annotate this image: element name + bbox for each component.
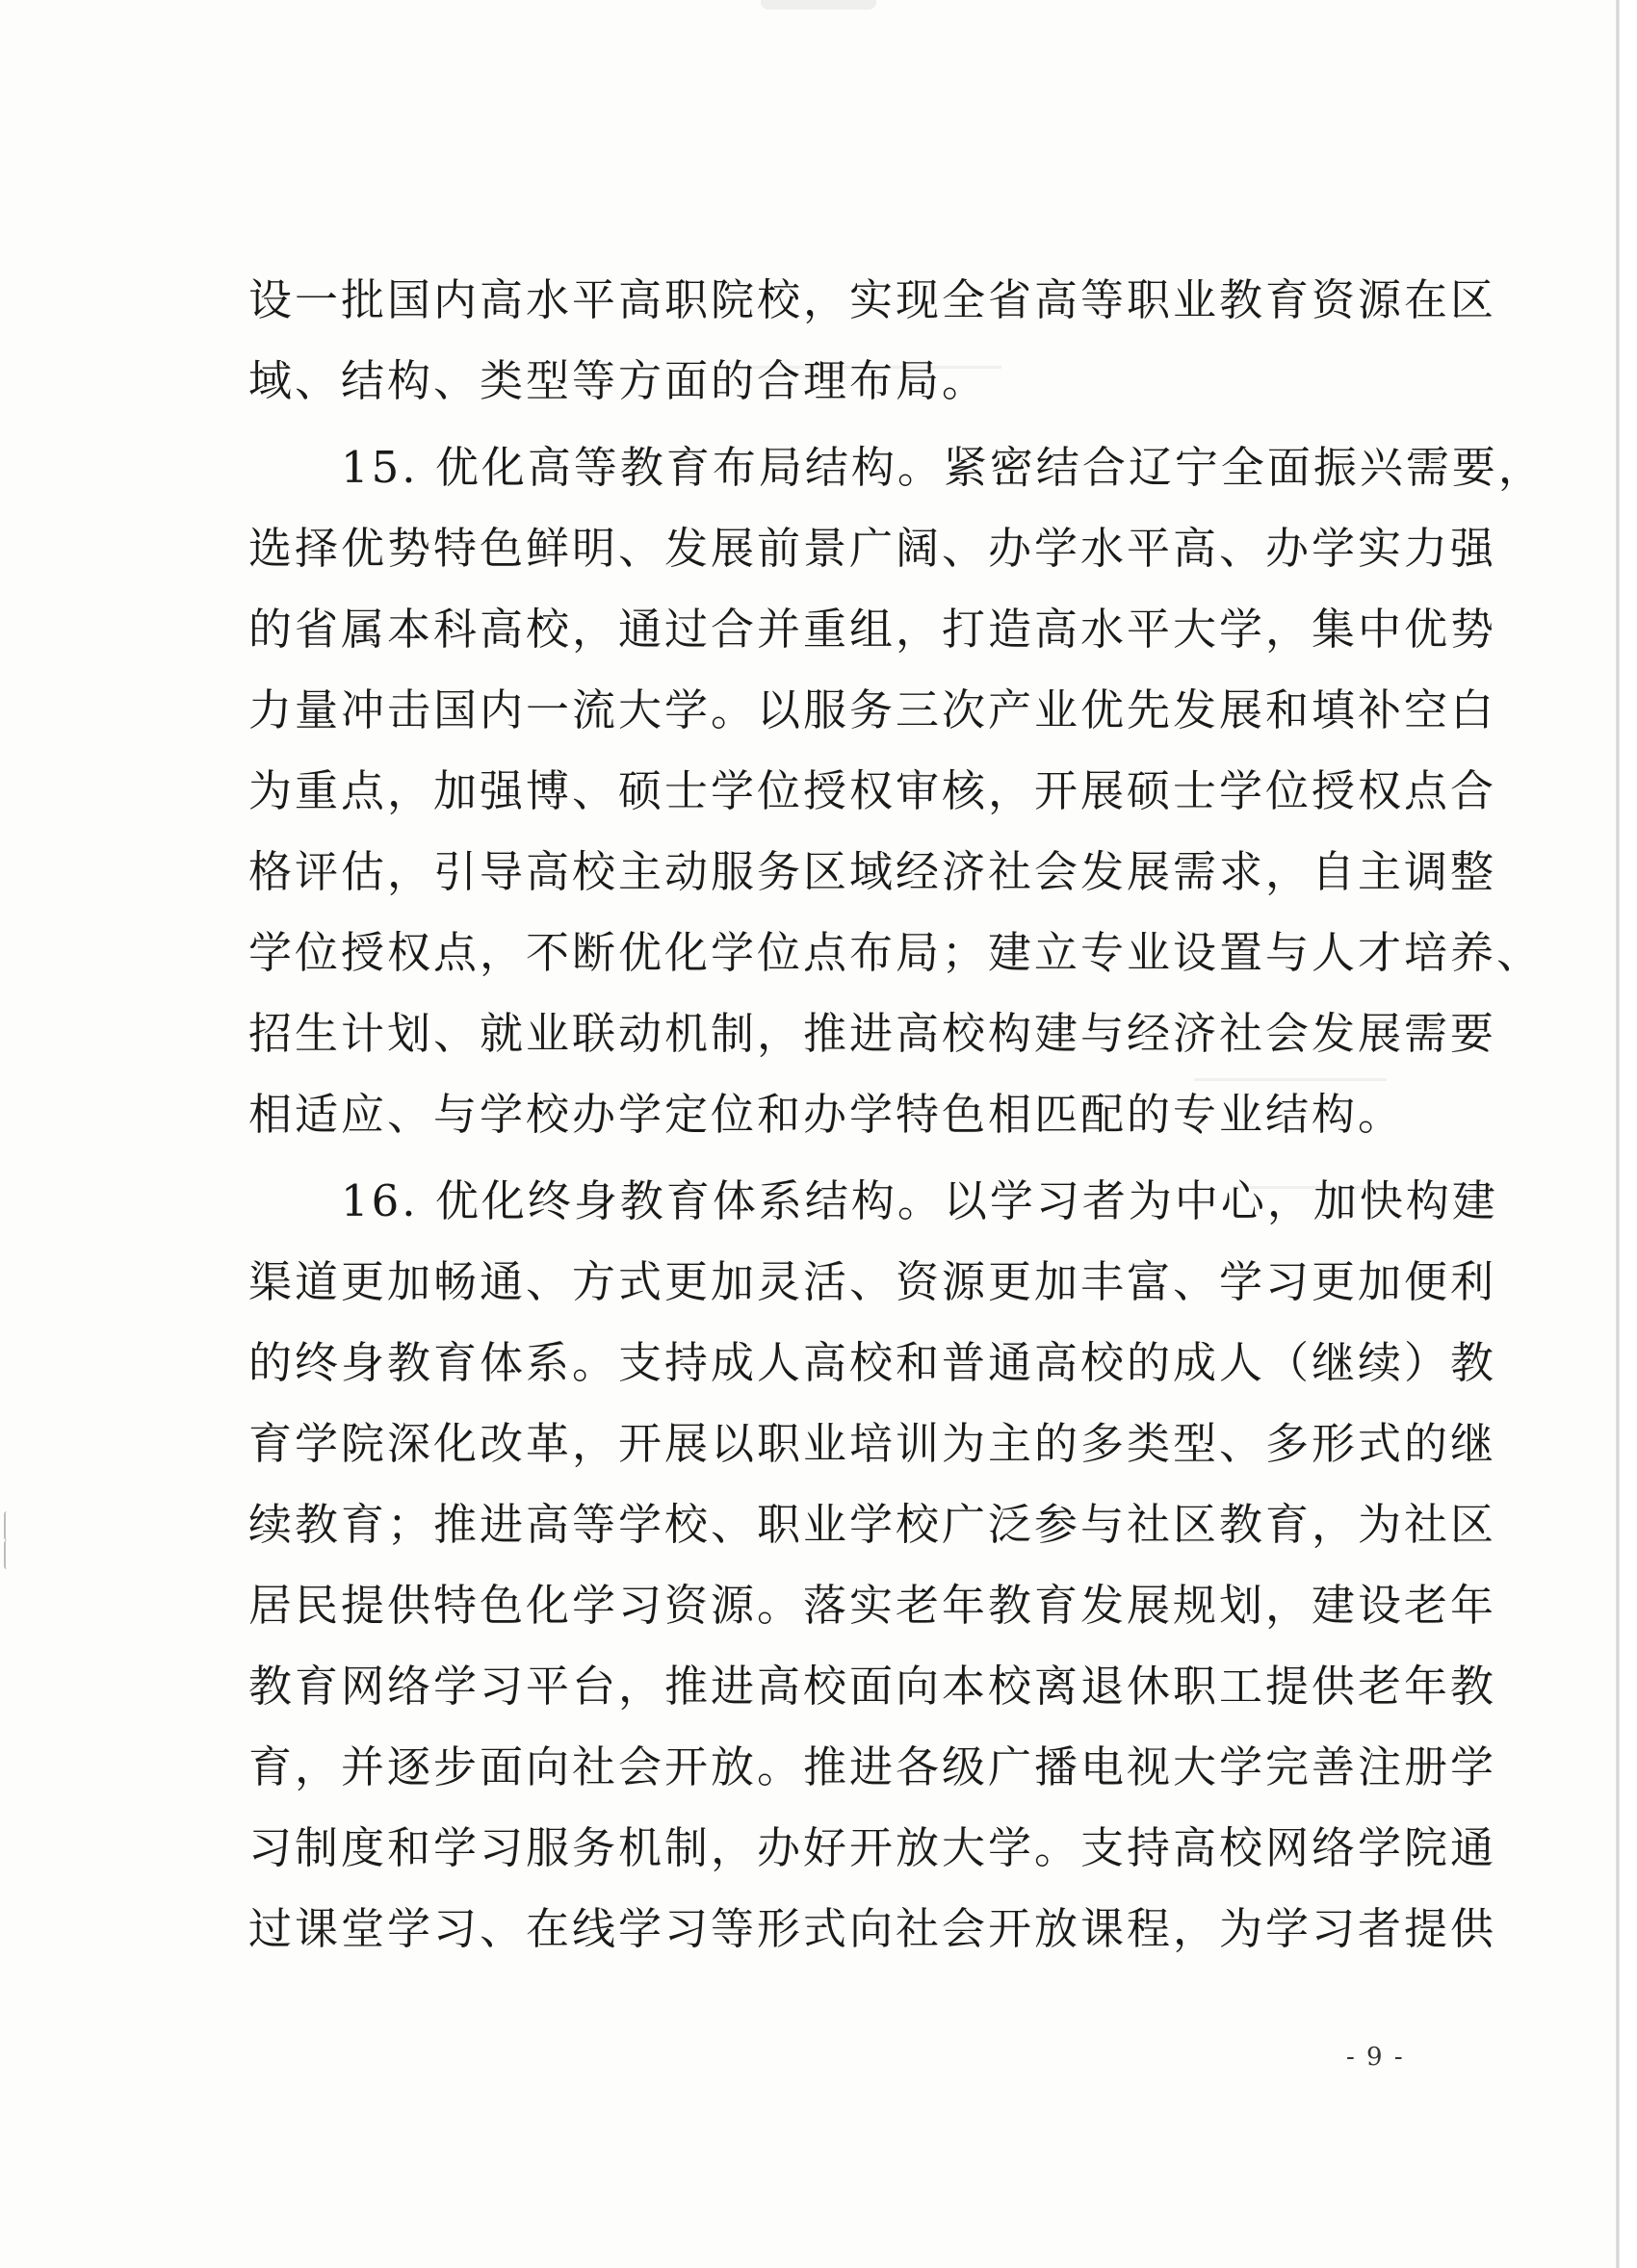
text-line: 16. 优化终身教育体系结构。以学习者为中心，加快构建 [248,1175,1498,1226]
text-line: 域、结构、类型等方面的合理布局。 [248,355,989,406]
text-line: 招生计划、就业联动机制，推进高校构建与经济社会发展需要 [248,1008,1497,1059]
text-line: 渠道更加畅通、方式更加灵活、资源更加丰富、学习更加便利 [248,1256,1497,1307]
text-line: 习制度和学习服务机制，办好开放大学。支持高校网络学院通 [248,1822,1497,1873]
text-line: 学位授权点，不断优化学位点布局；建立专业设置与人才培养、 [248,927,1544,978]
text-line: 15. 优化高等教育布局结构。紧密结合辽宁全面振兴需要， [248,442,1545,493]
text-line: 过课堂学习、在线学习等形式向社会开放课程，为学习者提供 [248,1903,1497,1954]
page-number: - 9 - [1346,2043,1405,2072]
text-line: 育，并逐步面向社会开放。推进各级广播电视大学完善注册学 [248,1741,1497,1792]
text-line: 居民提供特色化学习资源。落实老年教育发展规划，建设老年 [248,1580,1497,1631]
text-line: 教育网络学习平台，推进高校面向本校离退休职工提供老年教 [248,1661,1497,1712]
scan-margin [1620,0,1637,2268]
text-line: 设一批国内高水平高职院校，实现全省高等职业教育资源在区 [248,274,1497,325]
text-line: 力量冲击国内一流大学。以服务三次产业优先发展和填补空白 [248,684,1497,735]
body-text [248,260,1545,1970]
text-line: 的终身教育体系。支持成人高校和普通高校的成人（继续）教 [248,1337,1497,1388]
text-line: 相适应、与学校办学定位和办学特色相匹配的专业结构。 [248,1089,1405,1140]
binding-mark [4,1511,12,1540]
text-line: 育学院深化改革，开展以职业培训为主的多类型、多形式的继 [248,1418,1497,1469]
text-line: 选择优势特色鲜明、发展前景广阔、办学水平高、办学实力强 [248,523,1497,574]
text-line: 格评估，引导高校主动服务区域经济社会发展需求，自主调整 [248,846,1497,897]
scan-smudge [761,0,876,10]
text-line: 为重点，加强博、硕士学位授权审核，开展硕士学位授权点合 [248,765,1497,816]
text-line: 的省属本科高校，通过合并重组，打造高水平大学，集中优势 [248,604,1497,655]
text-line: 续教育；推进高等学校、职业学校广泛参与社区教育，为社区 [248,1499,1497,1550]
binding-mark [4,1540,12,1569]
